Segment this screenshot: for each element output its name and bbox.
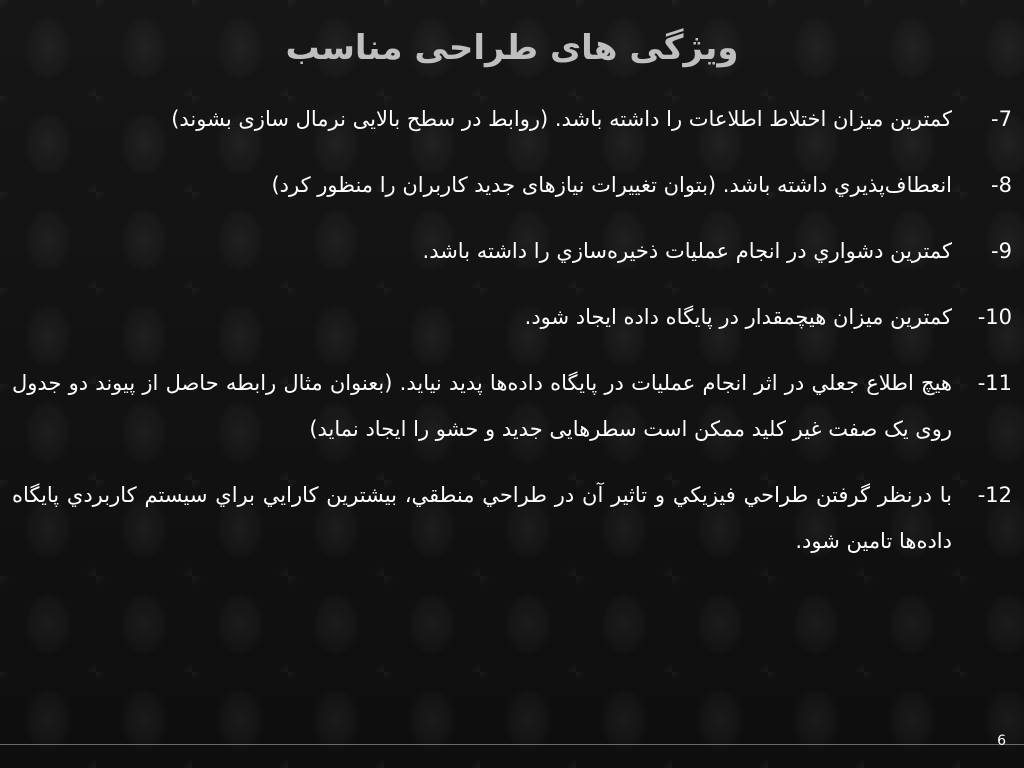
item-text: هیچ اطلاع جعلي در اثر انجام عملیات در پایگاه داده‌ها پدید نیاید. (بعنوان مثال رابطه حاصل از پیوند دو جدول روی یک صفت غیر کلید ممکن است سطرهایی جدید و حشو را ایجاد نماید) [12, 371, 952, 441]
footer-divider [0, 744, 1024, 745]
list-item [12, 360, 1012, 452]
slide-title: ویژگی های طراحی مناسب [285, 28, 739, 68]
list-item [12, 472, 1012, 564]
list-item [12, 228, 1012, 274]
item-text: کمترین میزان اختلاط اطلاعات را داشته باشد. (روابط در سطح بالایی نرمال سازی بشوند) [171, 107, 952, 131]
item-text: انعطاف‌پذیري داشته باشد. (بتوان تغییرات نیازهای جدید کاربران را منظور کرد) [271, 173, 952, 197]
item-number: 10- [977, 305, 1012, 329]
content-list [12, 96, 1012, 584]
item-number: 11- [977, 371, 1012, 395]
list-item [12, 294, 1012, 340]
item-number: 12- [977, 483, 1012, 507]
list-item [12, 162, 1012, 208]
list-item [12, 96, 1012, 142]
item-text: کمترین دشواري در انجام عملیات ذخیره‌سازي را داشته باشد. [422, 239, 952, 263]
item-text: کمترین میزان هیچمقدار در پایگاه داده ایجاد شود. [524, 305, 952, 329]
item-number: 8- [991, 173, 1012, 197]
item-number: 9- [991, 239, 1012, 263]
item-number: 7- [991, 107, 1012, 131]
page-number: 6 [997, 733, 1006, 749]
item-text: با درنظر گرفتن طراحي فیزیکي و تاثیر آن در طراحي منطقي، بیشترین کارایي براي سیستم کاربردي پایگاه داده‌ها تامین شود. [12, 483, 952, 553]
